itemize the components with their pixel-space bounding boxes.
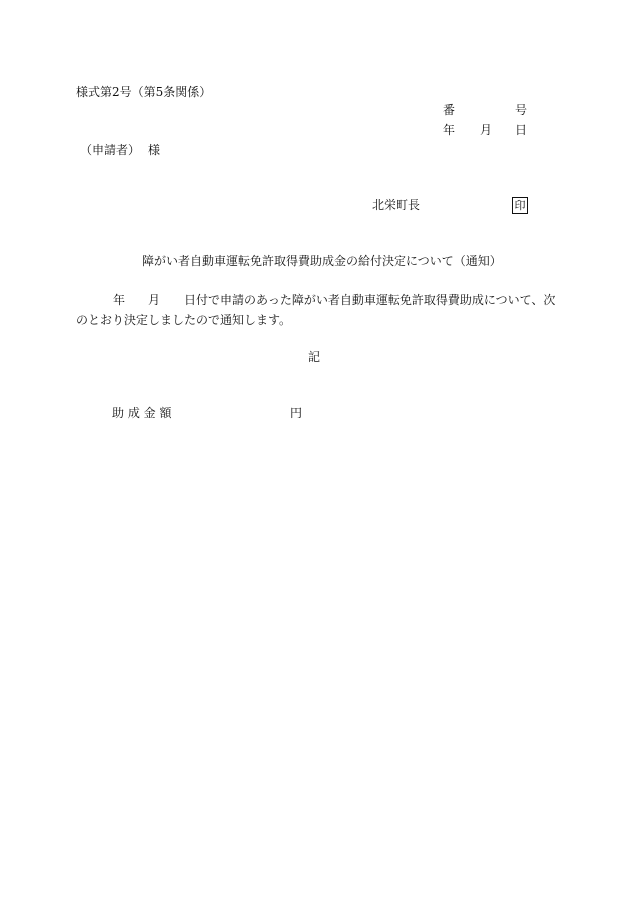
form-label: 様式第2号（第5条関係） [76, 85, 212, 99]
amount-label: 助 成 金 額 [112, 406, 172, 420]
date-year-label: 年 [443, 123, 456, 137]
number-ban-label: 番 [443, 103, 456, 117]
body-year-label: 年 [113, 293, 126, 307]
seal-stamp: 印 [512, 197, 528, 214]
date-day-label: 日 [515, 123, 528, 137]
body-month-label: 月 [148, 293, 161, 307]
body-text-line-2: のとおり決定しましたので通知します。 [76, 313, 292, 327]
issuer-name: 北栄町長 [372, 198, 421, 212]
amount-unit: 円 [290, 406, 303, 420]
body-text-line-1: 日付で申請のあった障がい者自動車運転免許取得費助成について、次 [184, 293, 556, 307]
addressee-label: （申請者） [80, 143, 141, 157]
addressee-honorific: 様 [148, 143, 161, 157]
ki-heading: 記 [308, 350, 321, 364]
number-go-label: 号 [515, 103, 528, 117]
document-title: 障がい者自動車運転免許取得費助成金の給付決定について（通知） [142, 254, 502, 268]
date-month-label: 月 [480, 123, 493, 137]
